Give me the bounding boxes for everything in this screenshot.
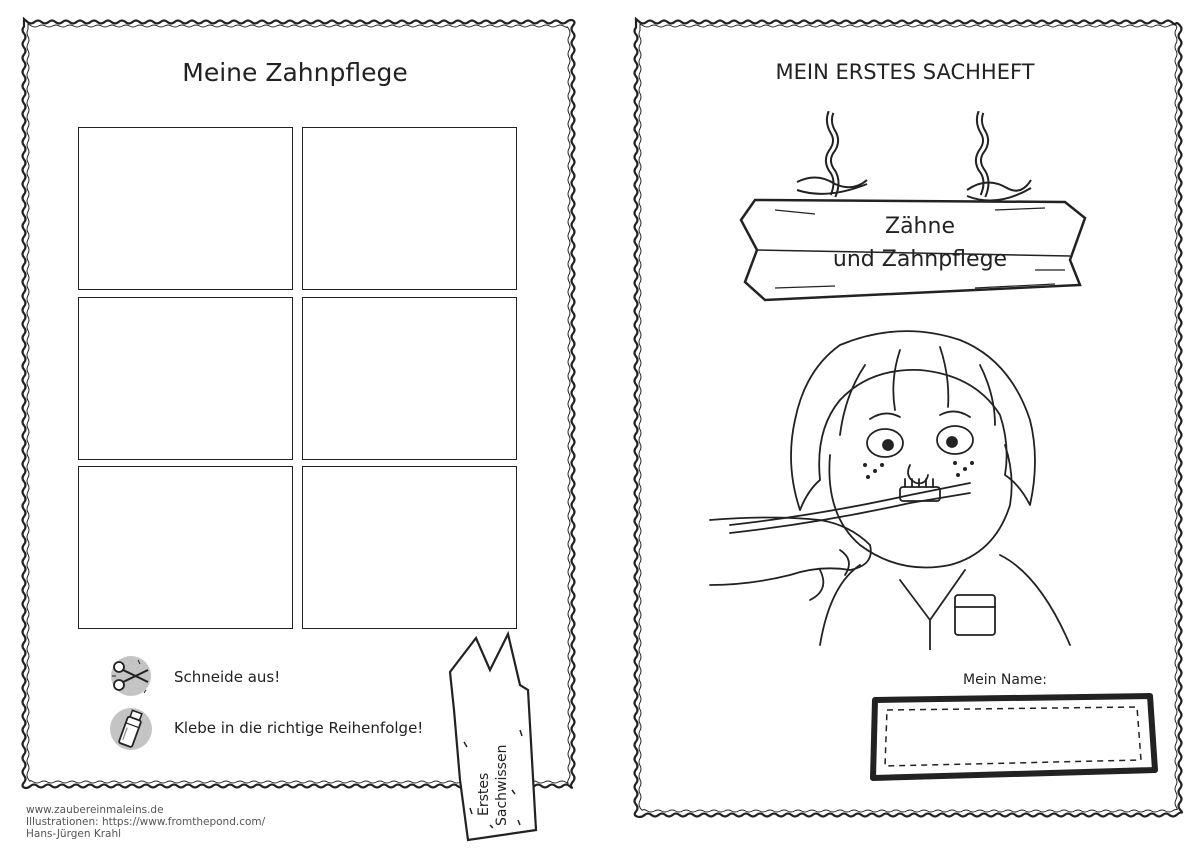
name-field[interactable] <box>865 692 1160 782</box>
right-page-header: MEIN ERSTES SACHHEFT <box>775 60 1035 84</box>
glue-stick-icon <box>108 707 154 751</box>
cut-paste-cell-3 <box>78 297 293 460</box>
scissors-icon <box>108 655 154 697</box>
cut-paste-cell-2 <box>302 127 517 290</box>
erstes-sachwissen-banner <box>440 630 550 845</box>
cut-paste-cell-6 <box>302 466 517 629</box>
child-brushing-teeth-illustration <box>700 325 1100 650</box>
footer-illustrations: Illustrationen: https://www.fromthepond.com/ <box>26 816 266 828</box>
cut-paste-cell-4 <box>302 297 517 460</box>
footer-website: www.zaubereinmaleins.de <box>26 804 164 816</box>
sign-line-2: und Zahnpflege <box>832 247 1008 272</box>
cut-paste-cell-5 <box>78 466 293 629</box>
left-page-title: Meine Zahnpflege <box>182 58 408 87</box>
instruction-cut: Schneide aus! <box>174 668 281 686</box>
instruction-glue: Klebe in die richtige Reihenfolge! <box>174 719 424 737</box>
wooden-sign <box>735 110 1095 310</box>
footer-author: Hans-Jürgen Krahl <box>26 828 122 840</box>
sign-line-1: Zähne <box>885 214 955 239</box>
name-label: Mein Name: <box>963 672 1047 688</box>
cut-paste-cell-1 <box>78 127 293 290</box>
banner-line1: Erstes <box>476 772 492 816</box>
banner-line2: Sachwissen <box>494 744 510 826</box>
